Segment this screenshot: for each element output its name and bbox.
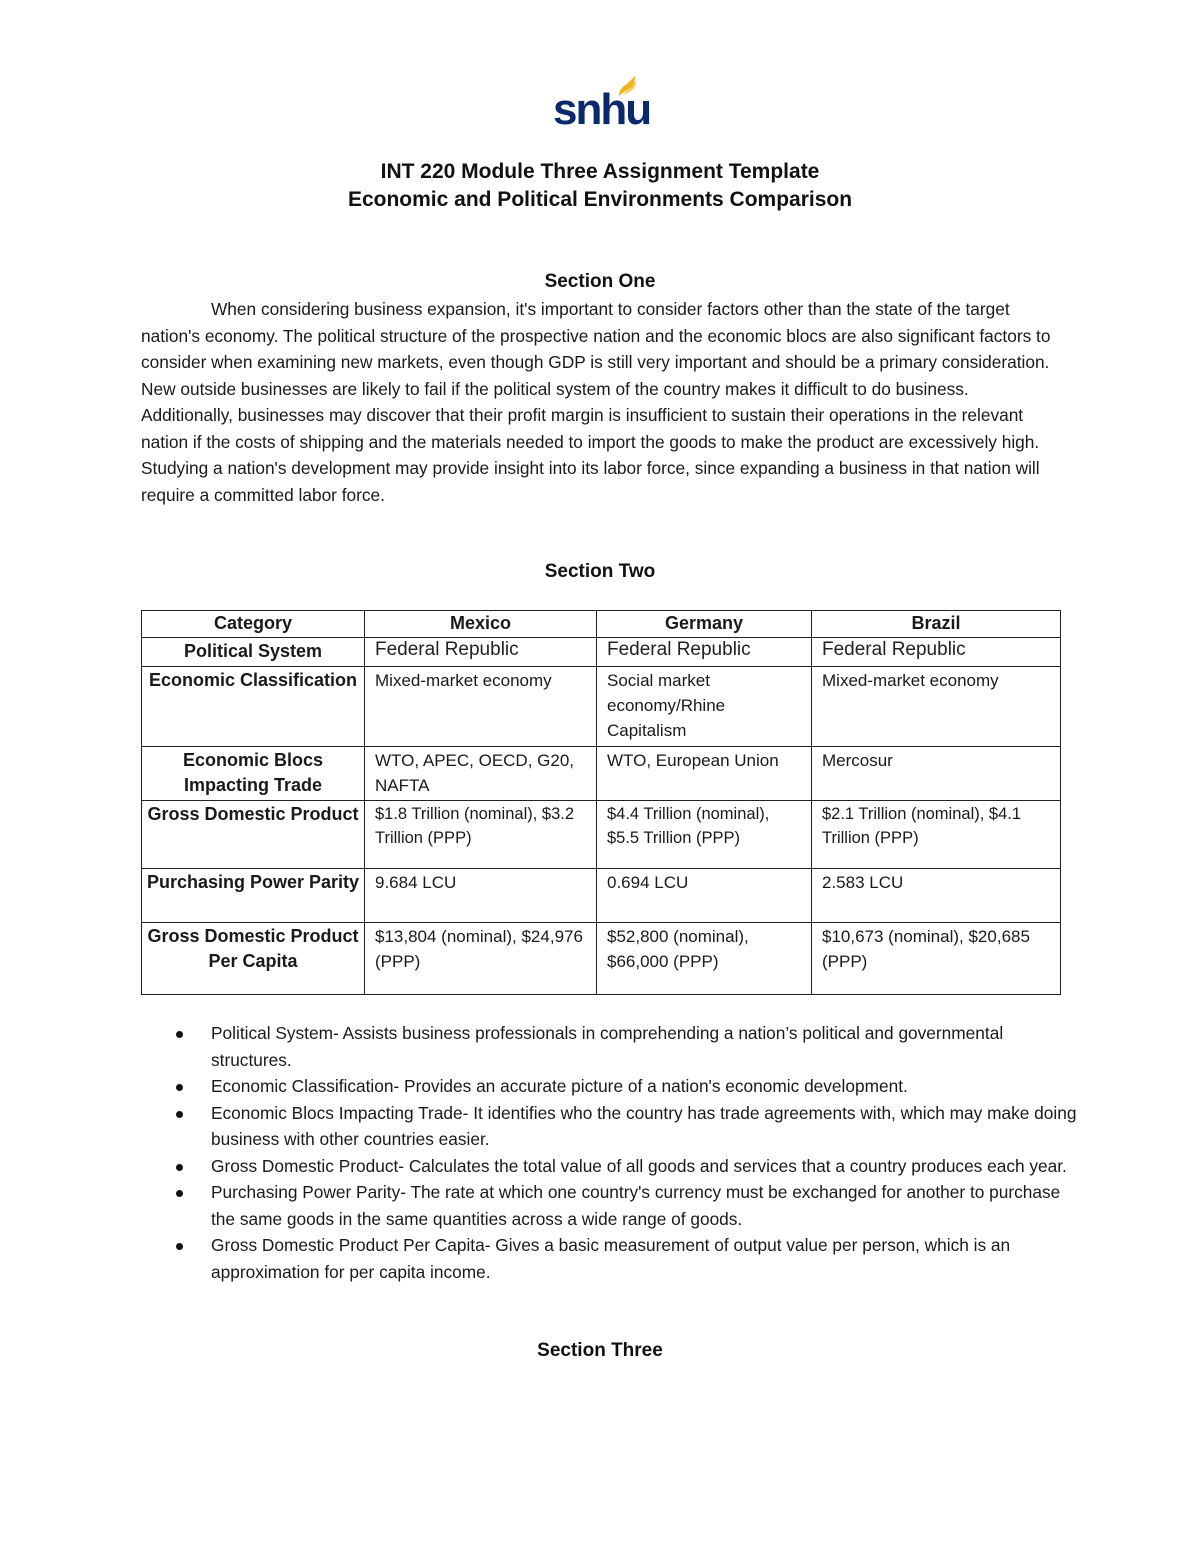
list-item	[141, 1232, 1081, 1285]
table-cell: $13,804 (nominal), $24,976 (PPP)	[365, 923, 597, 995]
table-row	[142, 667, 1061, 747]
list-item-text: Economic Classification- Provides an accurate picture of a nation's economic development.	[211, 1076, 908, 1096]
list-item-text: Gross Domestic Product Per Capita- Gives a basic measurement of output value per person, which is an approximation for per capita income.	[211, 1235, 1011, 1282]
comparison-table	[141, 610, 1061, 995]
row-category-cell: Purchasing Power Parity	[142, 869, 365, 923]
table-cell: WTO, European Union	[597, 747, 812, 801]
table-header-row	[142, 611, 1061, 638]
list-item-text: Purchasing Power Parity- The rate at which one country's currency must be exchanged for another to purchase the same goods in the same quantities across a wide range of goods.	[211, 1182, 1061, 1229]
row-category-cell: Political System	[142, 638, 365, 667]
table-cell: Mixed-market economy	[365, 667, 597, 747]
table-cell: WTO, APEC, OECD, G20, NAFTA	[365, 747, 597, 801]
list-item	[141, 1020, 1081, 1073]
table-cell: Mercosur	[812, 747, 1061, 801]
document-title-line1: INT 220 Module Three Assignment Template	[380, 160, 820, 183]
list-item	[141, 1100, 1081, 1153]
bullet-icon	[176, 1243, 183, 1250]
document-title-line2: Economic and Political Environments Comparison	[347, 188, 853, 211]
bullet-icon	[176, 1084, 183, 1091]
table-cell: $2.1 Trillion (nominal), $4.1 Trillion (PPP)	[812, 801, 1061, 869]
table-cell: Federal Republic	[365, 638, 597, 667]
row-category-cell: Gross Domestic Product Per Capita	[142, 923, 365, 995]
bullet-icon	[176, 1190, 183, 1197]
bullet-icon	[176, 1111, 183, 1118]
table-header-cell: Mexico	[365, 611, 597, 638]
table-cell: 2.583 LCU	[812, 869, 1061, 923]
snhu-logo	[553, 74, 651, 134]
table-header-cell: Category	[142, 611, 365, 638]
row-category-cell: Gross Domestic Product	[142, 801, 365, 869]
bullet-icon	[176, 1031, 183, 1038]
list-item-text: Political System- Assists business professionals in comprehending a nation’s political and governmental structures.	[211, 1023, 1004, 1070]
table-cell: 9.684 LCU	[365, 869, 597, 923]
table-cell: 0.694 LCU	[597, 869, 812, 923]
table-cell: Mixed-market economy	[812, 667, 1061, 747]
table-cell: $1.8 Trillion (nominal), $3.2 Trillion (PPP)	[365, 801, 597, 869]
list-item-text: Gross Domestic Product- Calculates the total value of all goods and services that a country produces each year.	[211, 1155, 1067, 1176]
table-row	[142, 801, 1061, 869]
section-one-heading: Section One	[544, 271, 656, 292]
table-row	[142, 747, 1061, 801]
table-cell: $52,800 (nominal), $66,000 (PPP)	[597, 923, 812, 995]
table-cell: Social market economy/Rhine Capitalism	[597, 667, 812, 747]
table-header-cell: Germany	[597, 611, 812, 638]
table-row	[142, 869, 1061, 923]
list-item	[141, 1179, 1081, 1232]
table-cell: Federal Republic	[597, 638, 812, 667]
logo-wordmark: snhu	[553, 85, 651, 134]
section-two-heading: Section Two	[544, 561, 656, 582]
row-category-cell: Economic Classification	[142, 667, 365, 747]
section-one-paragraph: When considering business expansion, it's important to consider factors other than the state of the target nation's economy. The political structure of the prospective nation and the economic blocs are also significant factors to consider when examining new markets, even though GDP is still very important and should be a primary consideration. New outside businesses are likely to fail if the political system of the country makes it difficult to do business. Additionally, businesses may discover that their profit margin is insufficient to sustain their operations in the relevant nation if the costs of shipping and the materials needed to import the goods to make the product are excessively high. Studying a nation's development may provide insight into its labor force, since expanding a business in that nation will require a committed labor force.	[141, 299, 1051, 505]
table-cell: $10,673 (nominal), $20,685 (PPP)	[812, 923, 1061, 995]
list-item	[141, 1073, 1081, 1100]
table-row	[142, 923, 1061, 995]
table-header-cell: Brazil	[812, 611, 1061, 638]
bullet-icon	[176, 1164, 183, 1171]
table-cell: $4.4 Trillion (nominal), $5.5 Trillion (PPP)	[597, 801, 812, 869]
table-cell: Federal Republic	[812, 638, 1061, 667]
row-category-cell: Economic Blocs Impacting Trade	[142, 747, 365, 801]
definitions-list	[141, 1020, 1081, 1285]
table-row	[142, 638, 1061, 667]
section-three-heading: Section Three	[537, 1340, 663, 1361]
list-item	[141, 1153, 1081, 1180]
list-item-text: Economic Blocs Impacting Trade- It identifies who the country has trade agreements with, which may make doing business with other countries easier.	[211, 1102, 1077, 1149]
